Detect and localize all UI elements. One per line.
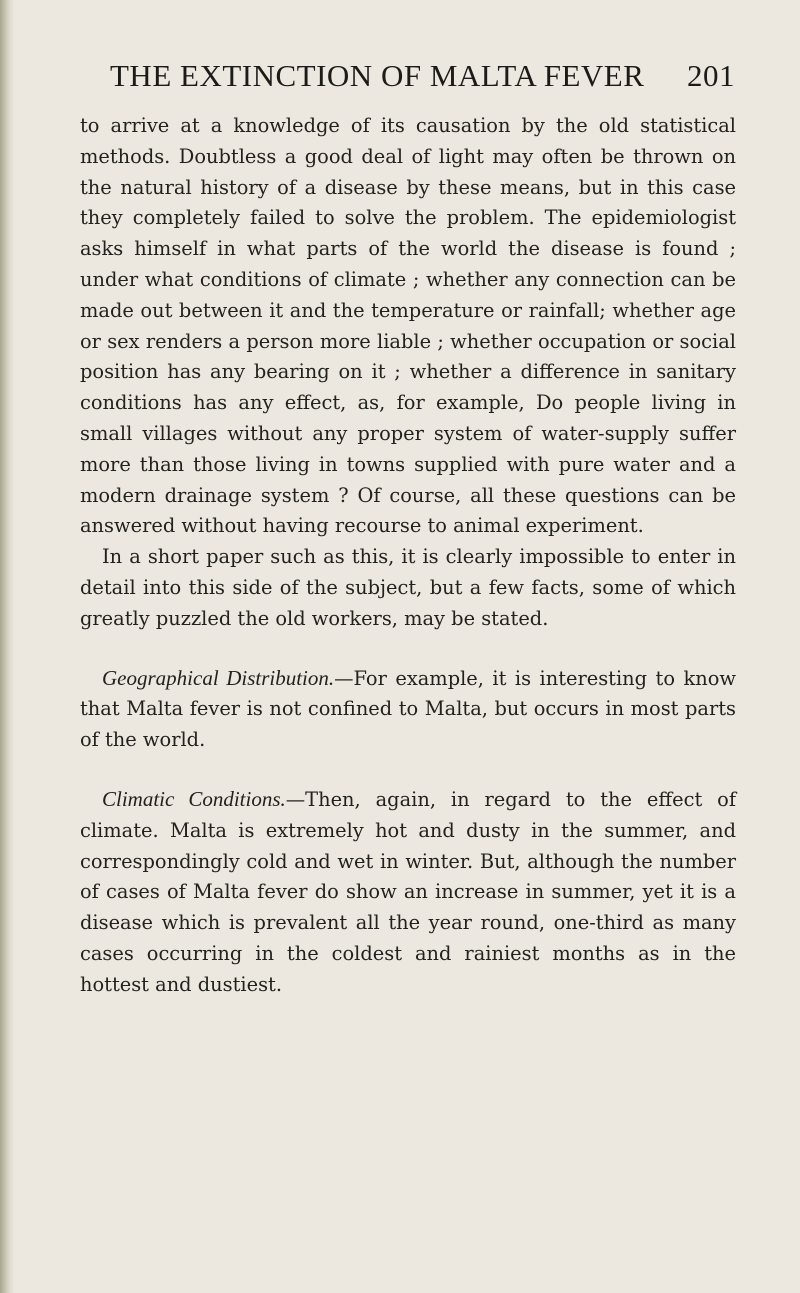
paragraph-short-paper: In a short paper such as this, it is clearly impossible to enter in detail into this side of the subject, but a few facts, some of which greatly puzzled the old workers, may be stated.	[80, 545, 736, 630]
paragraph-causation: to arrive at a knowledge of its causation by the old statistical methods. Doubtless a good deal of light may often be thrown on the natural history of a disease by these means, but in this case they completely failed to solve the problem. The epidemiologist asks himself in what parts of the world the disease is found ; under what conditions of climate ; whether any connection can be made out between it and the temperature or rainfall; whether age or sex renders a person more liable ; whether occupation or social position has any bearing on it ; whether a difference in sanitary conditions has any effect, as, for example, Do people living in small villages without any proper system of water-supply suffer more than those living in towns supplied with pure water and a modern drainage system ? Of course, all these questions can be answered without having recourse to animal experiment.	[80, 114, 736, 538]
page-gutter-shadow	[0, 0, 14, 1293]
section-heading-geographical-distribution: Geographical Distribution.	[102, 665, 335, 690]
climatic-conditions-text: —Then, again, in regard to the effect of climate. Malta is extremely hot and dusty in the summer, and correspondingly cold and wet in winter. But, although the number of cases of Malta fever do show an increase in summer, yet it is a disease which is prevalent all the year round, one-third as many cases occurring in the coldest and rainiest months as in the hottest and dustiest.	[80, 787, 737, 996]
paragraph-climatic-conditions	[80, 784, 736, 1001]
section-heading-climatic-conditions: Climatic Conditions.	[102, 786, 286, 811]
body-text	[80, 111, 736, 1001]
page-number: 201	[687, 58, 735, 93]
running-title: THE EXTINCTION OF MALTA FEVER	[110, 58, 645, 93]
geographical-distribution-text: —For example, it is interesting to know that Malta fever is not confined to Malta, but occurs in most parts of the world.	[80, 666, 736, 752]
paragraph-geographical-distribution	[80, 663, 736, 756]
running-head	[110, 58, 735, 94]
